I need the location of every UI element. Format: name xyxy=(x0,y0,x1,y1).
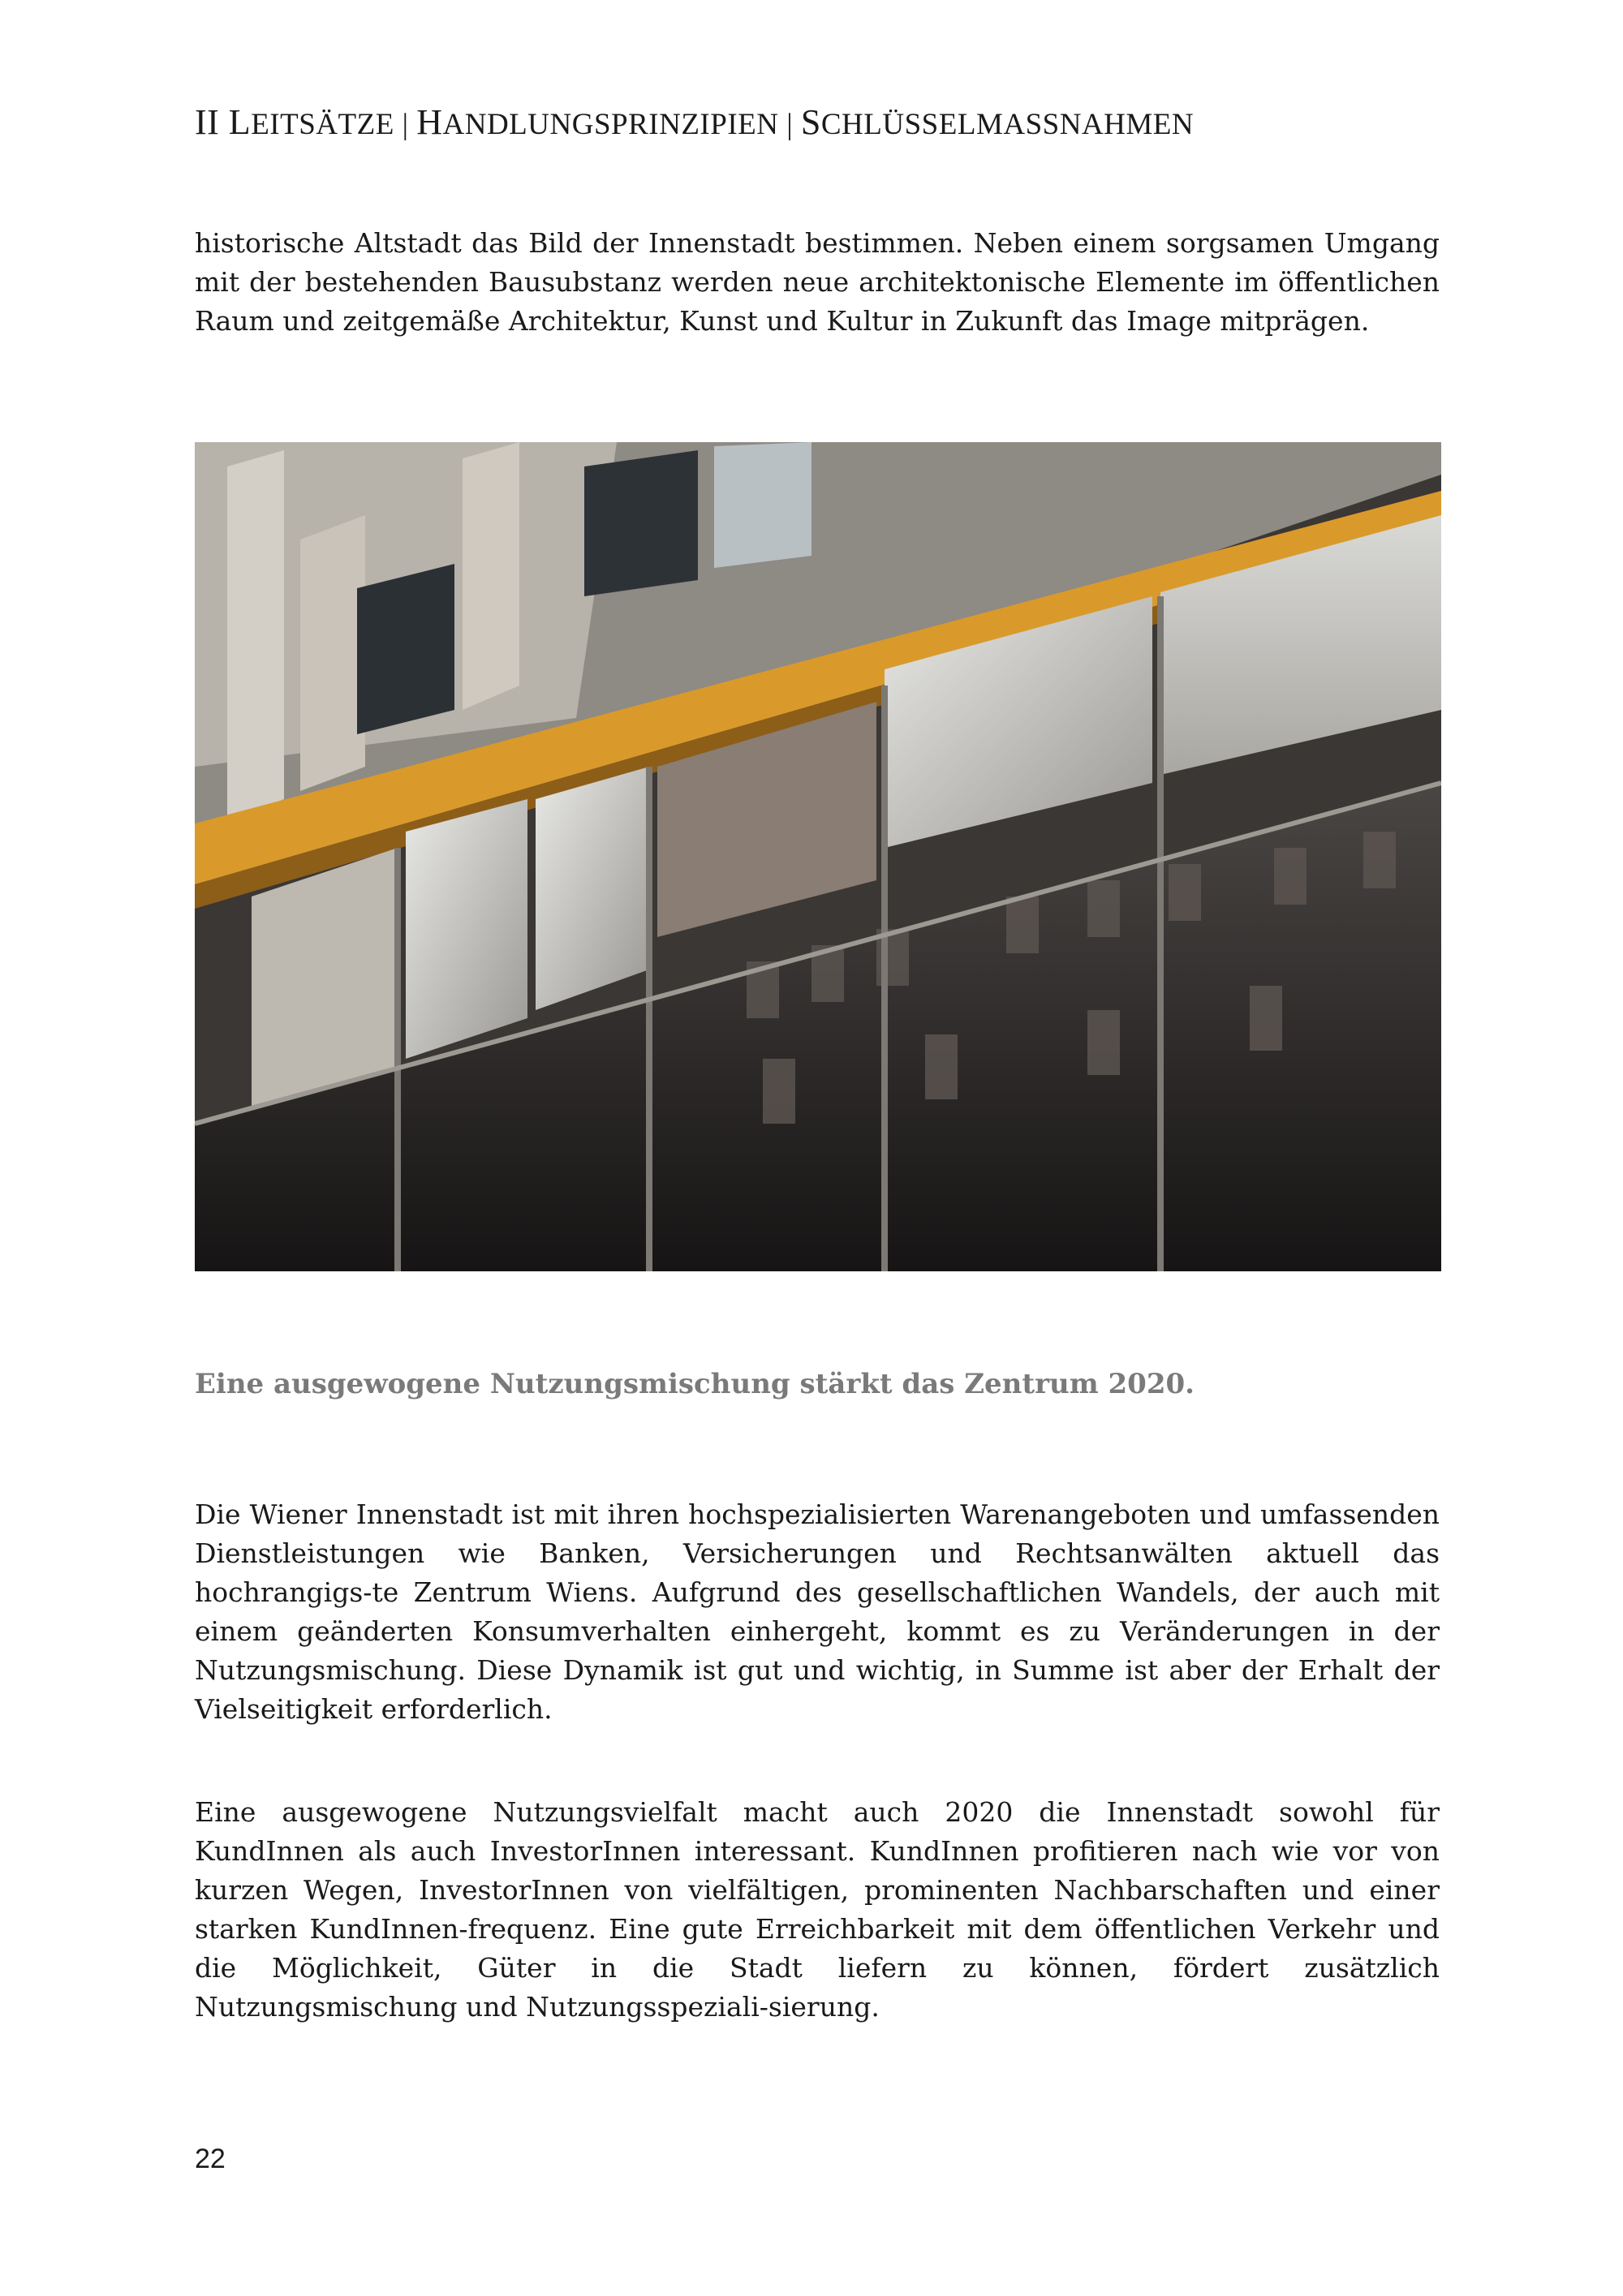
body-paragraph-3: Eine ausgewogene Nutzungsvielfalt macht auch 2020 die Innenstadt sowohl für KundInnen als auch InvestorInnen interessant. KundInnen profitieren nach wie vor von kurzen Wegen, InvestorInnen von vielfältigen, prominenten Nachbarschaften und einer starken KundInnen-frequenz. Eine gute Erreichbarkeit mit dem öffentlichen Verkehr und die Möglichkeit, Güter in die Stadt liefern zu können, fördert zusätzlich Nutzungsmischung und Nutzungsspeziali-sierung. xyxy=(195,1796,1440,2023)
header-separator: | xyxy=(778,108,801,141)
running-header xyxy=(195,101,1444,143)
header-separator: | xyxy=(394,108,417,141)
header-part-handlungsprinzipien: HANDLUNGSPRINZIPIEN xyxy=(416,102,779,142)
facade-illustration xyxy=(195,442,1441,1271)
building-facade-photo xyxy=(195,442,1441,1271)
header-part-schluesselmassnahmen: SCHLÜSSELMASSNAHMEN xyxy=(800,102,1195,142)
header-part-leitsaetze: II LEITSÄTZE xyxy=(195,102,394,142)
page-number: 22 xyxy=(195,2143,226,2174)
body-paragraph-1: historische Altstadt das Bild der Innenstadt bestimmen. Neben einem sorgsamen Umgang mit der bestehenden Bausubstanz werden neue architektonische Elemente im öffentlichen Raum und zeitgemäße Architektur, Kunst und Kultur in Zukunft das Image mitprägen. xyxy=(195,227,1440,337)
figure-caption: Eine ausgewogene Nutzungsmischung stärkt das Zentrum 2020. xyxy=(195,1368,1195,1400)
body-paragraph-2: Die Wiener Innenstadt ist mit ihren hochspezialisierten Warenangeboten und umfassenden Dienstleistungen wie Banken, Versicherungen und Rechtsanwälten aktuell das hochrangigs-te Zentrum Wiens. Aufgrund des gesellschaftlichen Wandels, der auch mit einem geänderten Konsumverhalten einhergeht, kommt es zu Veränderungen in der Nutzungsmischung. Diese Dynamik ist gut und wichtig, in Summe ist aber der Erhalt der Vielseitigkeit erforderlich. xyxy=(195,1498,1440,1725)
